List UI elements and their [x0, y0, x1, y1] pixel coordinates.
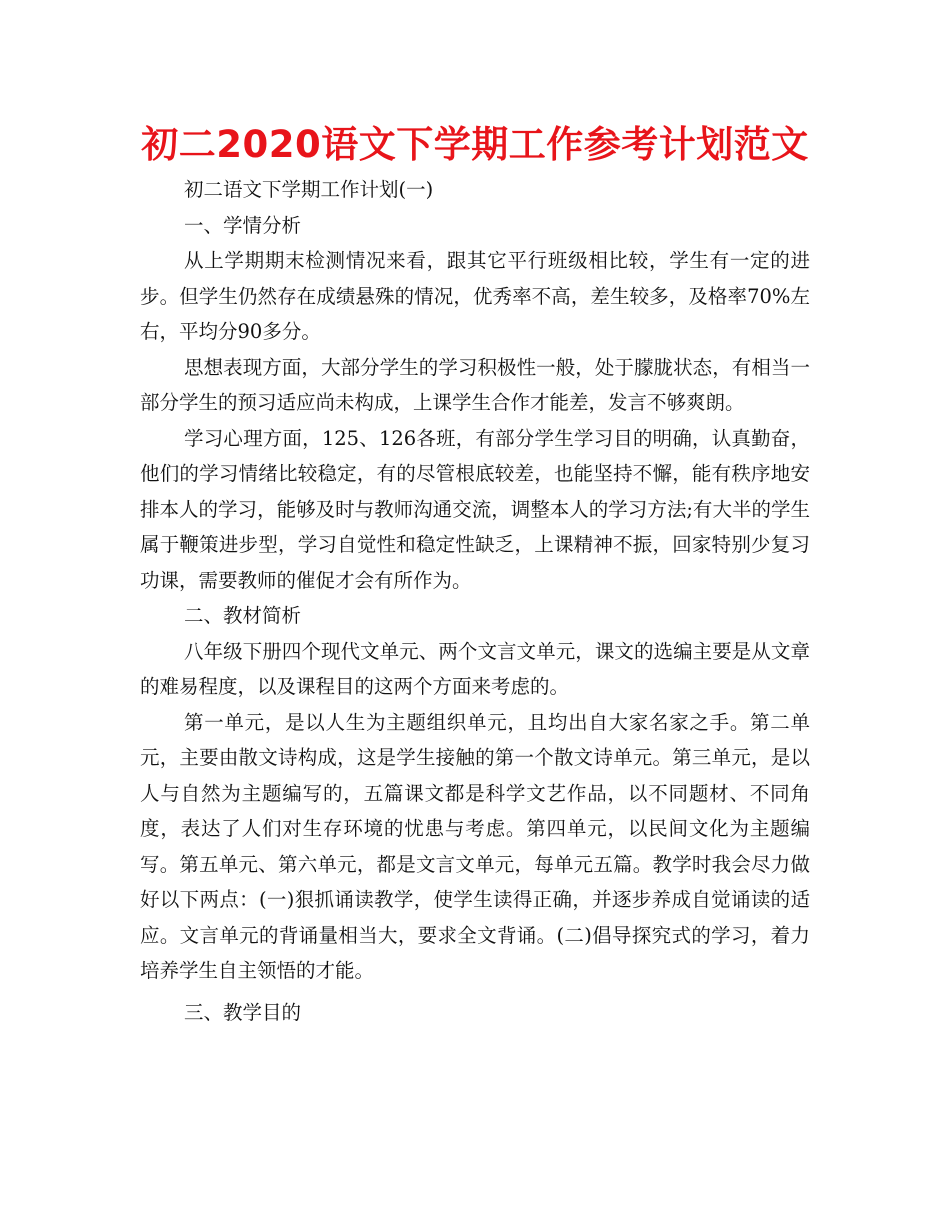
paragraph-exam-results: 从上学期期末检测情况来看，跟其它平行班级相比较，学生有一定的进步。但学生仍然存在成绩悬殊的情况，优秀率不高，差生较多，及格率70%左右，平均分90多分。 [140, 249, 810, 343]
heading-student-analysis: 一、学情分析 [184, 213, 302, 237]
paragraph-learning-psychology: 学习心理方面，125、126各班，有部分学生学习目的明确，认真勤奋，他们的学习情绪比较稳定，有的尽管根底较差，也能坚持不懈，能有秩序地安排本人的学习，能够及时与教师沟通交流，调整本人的学习方法;有大半的学生属于鞭策进步型，学习自觉性和稳定性缺乏，上课精神不振，回家特别少复习功课，需要教师的催促才会有所作为。 [140, 426, 810, 592]
section-subtitle: 初二语文下学期工作计划(一) [184, 178, 434, 201]
document-title: 初二2020语文下学期工作参考计划范文 [141, 123, 809, 166]
paragraph-attitude: 思想表现方面，大部分学生的学习积极性一般，处于朦胧状态，有相当一部分学生的预习适应尚未构成，上课学生合作才能差，发言不够爽朗。 [140, 355, 810, 414]
paragraph-units: 第一单元，是以人生为主题组织单元，且均出自大家名家之手。第二单元，主要由散文诗构成，这是学生接触的第一个散文诗单元。第三单元，是以人与自然为主题编写的，五篇课文都是科学文艺作品，以不同题材、不同角度，表达了人们对生存环境的忧患与考虑。第四单元，以民间文化为主题编写。第五单元、第六单元，都是文言文单元，每单元五篇。教学时我会尽力做好以下两点：(一)狠抓诵读教学，使学生读得正确，并逐步养成自觉诵读的适应。文言单元的背诵量相当大，要求全文背诵。(二)倡导探究式的学习，着力培养学生自主领悟的才能。 [140, 710, 810, 982]
heading-textbook-analysis: 二、教材简析 [184, 604, 302, 627]
paragraph-textbook-overview: 八年级下册四个现代文单元、两个文言文单元，课文的选编主要是从文章的难易程度，以及课程目的这两个方面来考虑的。 [140, 639, 810, 698]
heading-teaching-goals: 三、教学目的 [184, 1000, 302, 1024]
